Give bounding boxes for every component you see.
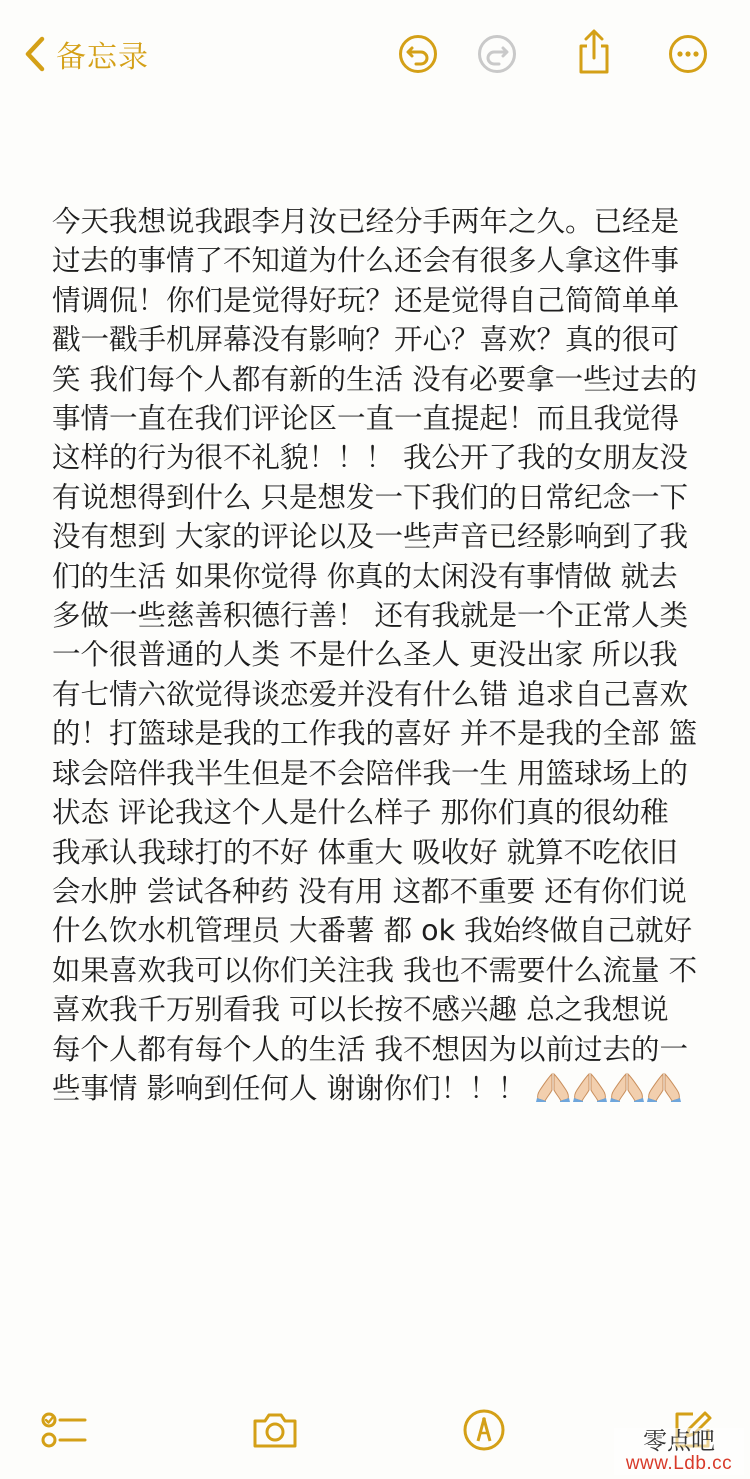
undo-icon (397, 33, 439, 79)
checklist-icon (41, 1410, 87, 1454)
note-text: 今天我想说我跟李月汝已经分手两年之久。已经是过去的事情了不知道为什么还会有很多人拿这件事情调侃！你们是觉得好玩？还是觉得自己简简单单戳一戳手机屏幕没有影响？开心？喜欢？真的很可笑 我们每个人都有新的生活 没有必要拿一些过去的事情一直在我们评论区一直一直提起！而且我觉得这样的行为很不礼貌！！！ 我公开了我的女朋友没有说想得到什么 只是想发一下我们的日常纪念一下 没有想到 大家的评论以及一些声音已经影响到了我们的生活 如果你觉得 你真的太闲没有事情做 就去多做一些慈善积德行善！ 还有我就是一个正常人类 一个很普通的人类 不是什么圣人 更没出家 所以我有七情六欲觉得谈恋爱并没有什么错 追求自己喜欢的！打篮球是我的工作我的喜好 并不是我的全部 篮球会陪伴我半生但是不会陪伴我一生 用篮球场上的状态 评论我这个人是什么样子 那你们真的很幼稚 我承认我球打的不好 体重大 吸收好 就算不吃依旧会水肿 尝试各种药 没有用 这都不重要 还有你们说什么饮水机管理员 大番薯 都 ok 我始终做自己就好 如果喜欢我可以你们关注我 我也不需要什么流量 不喜欢我千万别看我 可以长按不感兴趣 总之我想说 每个人都有每个人的生活 我不想因为以前过去的一些事情 影响到任何人 谢谢你们！！！ (52, 205, 702, 1105)
more-icon (667, 33, 709, 79)
bottom-toolbar (0, 1400, 750, 1479)
redo-button[interactable] (476, 35, 518, 77)
emoji-group (526, 1072, 683, 1105)
more-button[interactable] (667, 35, 709, 77)
watermark-title: 零点吧 (643, 1426, 715, 1455)
markup-pen-icon (462, 1408, 506, 1456)
watermark (614, 1428, 744, 1475)
praying-hands-icon (646, 1072, 682, 1102)
redo-icon (476, 33, 518, 79)
watermark-url: www.Ldb.cc (625, 1453, 733, 1475)
chevron-left-icon (24, 36, 46, 72)
praying-hands-icon (572, 1072, 608, 1102)
back-label: 备忘录 (56, 40, 149, 75)
undo-button[interactable] (397, 35, 439, 77)
camera-button[interactable] (251, 1410, 299, 1454)
navigation-bar (0, 0, 750, 110)
praying-hands-icon (609, 1072, 645, 1102)
checklist-button[interactable] (40, 1410, 88, 1454)
markup-button[interactable] (460, 1410, 508, 1454)
share-button[interactable] (573, 30, 615, 78)
camera-icon (251, 1410, 299, 1454)
praying-hands-icon (535, 1072, 571, 1102)
share-icon (574, 28, 614, 80)
note-body[interactable] (52, 202, 704, 1108)
back-button[interactable] (24, 32, 149, 76)
